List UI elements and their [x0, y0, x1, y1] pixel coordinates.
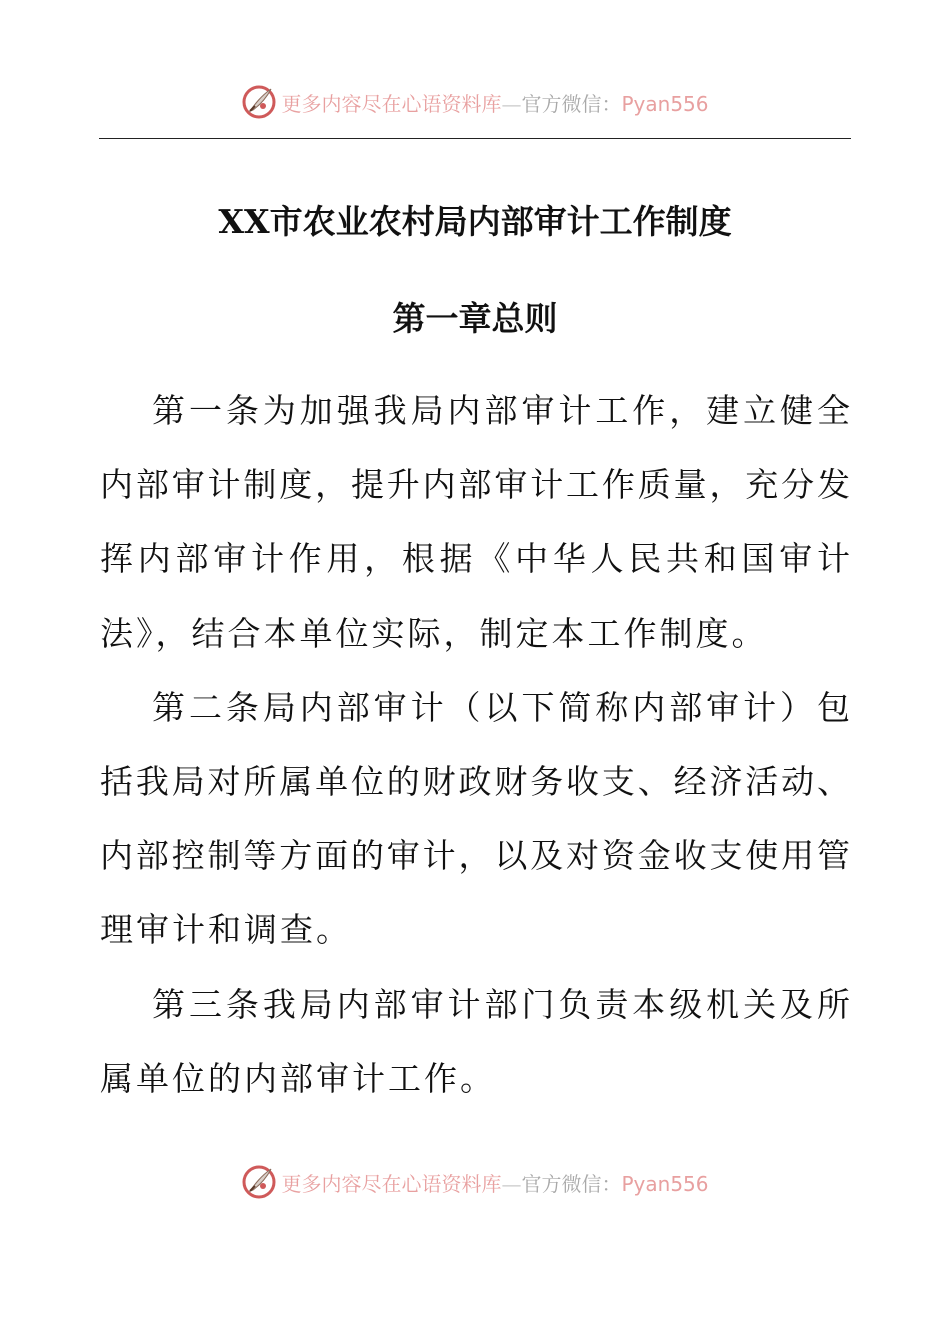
body-line: 属单位的内部审计工作。 — [100, 1058, 496, 1098]
banner-wechat-label: 官方微信： — [521, 1171, 622, 1196]
chapter-heading: 第一章总则 — [392, 299, 558, 338]
banner-handle: Pyan556 — [621, 1171, 709, 1196]
body-line: 第一条为加强我局内部审计工作，建立健全 — [152, 391, 850, 430]
header-banner — [0, 82, 950, 122]
banner-wechat-label: 官方微信： — [521, 91, 622, 116]
body-line: 理审计和调查。 — [100, 910, 352, 950]
body-line: 挥内部审计作用，根据《中华人民共和国审计 — [100, 539, 850, 579]
quill-pen-logo-icon — [241, 1164, 277, 1200]
header-divider — [99, 138, 851, 139]
body-line: 内部审计制度，提升内部审计工作质量，充分发 — [100, 465, 850, 505]
document-title: XX市农业农村局内部审计工作制度 — [218, 202, 732, 241]
document-body — [100, 374, 850, 1116]
banner-text — [281, 1168, 708, 1197]
body-line: 第二条局内部审计（以下简称内部审计）包 — [152, 687, 850, 727]
banner-separator: — — [501, 1171, 522, 1196]
footer-banner — [0, 1162, 950, 1202]
body-line: 第三条我局内部审计部门负责本级机关及所 — [152, 984, 850, 1024]
body-line: 法》，结合本单位实际，制定本工作制度。 — [100, 613, 768, 653]
banner-separator: — — [501, 91, 522, 116]
banner-handle: Pyan556 — [621, 91, 709, 116]
body-line: 括我局对所属单位的财政财务收支、经济活动、 — [100, 761, 850, 801]
body-line: 内部控制等方面的审计，以及对资金收支使用管 — [100, 836, 850, 876]
quill-pen-logo-icon — [241, 84, 277, 120]
banner-text — [281, 88, 708, 117]
banner-brand: 更多内容尽在心语资料库 — [281, 1171, 502, 1196]
banner-brand: 更多内容尽在心语资料库 — [281, 91, 502, 116]
